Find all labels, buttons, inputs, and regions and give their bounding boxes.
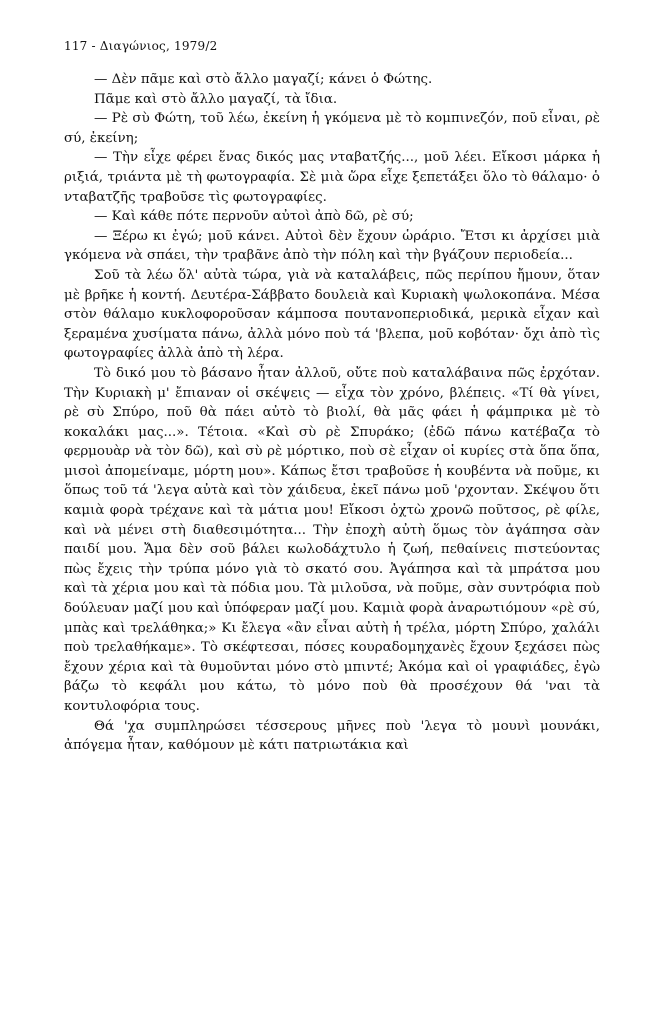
body-text xyxy=(64,70,600,756)
paragraph: Τὸ δικό μου τὸ βάσανο ἦταν ἀλλοῦ, οὔτε ποὺ καταλάβαινα πῶς ἐρχόταν. Τὴν Κυριακὴ μ' ἔπιαναν οἱ σκέψεις — εἶχα τὸν χρόνο, βλέπεις. «Τί θὰ γίνει, ρὲ σὺ Σπύρο, ποῦ θὰ πάει αὐτὸ τὸ βιολί, θὰ μᾶς φάει ἡ φάμπρικα μὲ τὸ κοκαλάκι μας...». Τέτοια. «Καὶ σὺ ρὲ Σπυράκο; (ἐδῶ πάνω κατέβαζα τὸ φερμουὰρ νὰ τὸν δῶ), καὶ σὺ ρὲ μόρτικο, ποὺ σὲ εἶχαν οἱ κυρίες στὰ ὅπα ὅπα, μισοὶ ἀπομείναμε, μόρτη μου». Κάπως ἔτσι τραβοῦσε ἡ κουβέντα νὰ ποῦμε, κι ὅπως τοῦ τά 'λεγα αὐτὰ καὶ τὸν χάιδευα, ἐκεῖ πάνω μοῦ 'ρχονταν. Σκέψου ὅτι καμιὰ φορὰ τρέχανε καὶ τὰ μάτια μου! Εἴκοσι ὀχτὼ χρονῶ ποῦτσος, ρὲ φίλε, καὶ νὰ μένει στὴ διαθεσιμότητα... Τὴν ἐποχὴ αὐτὴ ὅμως τὸν ἀγάπησα σὰν παιδί μου. Ἄμα δὲν σοῦ βάλει κωλοδάχτυλο ἡ ζωή, πεθαίνεις πιστεύοντας πὼς ἔχεις τὴν τρύπα μόνο γιὰ τὸ σκατό σου. Ἀγάπησα καὶ τὰ μπράτσα μου καὶ τὰ χέρια μου καὶ τὰ πόδια μου. Τὰ μιλοῦσα, νὰ ποῦμε, σὰν συντρόφια ποὺ δούλευαν μαζί μου καὶ ὑπόφεραν μαζί μου. Καμιὰ φορὰ ἀναρωτιόμουν «ρὲ σύ, μπὰς καὶ τρελάθηκα;» Κι ἔλεγα «ἂν εἶναι αὐτὴ ἡ τρέλα, μόρτη Σπύρο, χαλάλι ποὺ τρελαθήκαμε». Τὸ σκέφτεσαι, πόσες κουραδομηχανὲς ἔχουν ξεχάσει πὼς ἔχουν χέρια καὶ τὰ θυμοῦνται μόνο στὸ μπιντέ; Ἀκόμα καὶ οἱ γραφιάδες, ἐγὼ βάζω τὸ κεφάλι μου κάτω, τὸ μόνο ποὺ θὰ προσέχουν θά 'ναι τὰ κοντυλοφόρια τους. xyxy=(64,365,600,714)
paragraph: Πᾶμε καὶ στὸ ἄλλο μαγαζί, τὰ ἴδια. xyxy=(94,91,338,107)
paragraph: Σοῦ τὰ λέω ὅλ' αὐτὰ τώρα, γιὰ νὰ καταλάβεις, πῶς περίπου ἤμουν, ὅταν μὲ βρῆκε ἡ κοντή. Δευτέρα-Σάββατο δουλειὰ καὶ Κυριακὴ ψωλοκοπάνα. Μέσα στὸν θάλαμο κυκλοφοροῦσαν κάμποσα πουτανοπεριοδικά, μερικὰ εἶχαν καὶ ξεραμένα χυσίματα πάνω, ἀλλὰ μόνο ποὺ τά 'βλεπα, μοῦ κοβόταν· ὄχι ἀπὸ τὶς φωτογραφίες ἀλλὰ ἀπὸ τὴ λέρα. xyxy=(64,267,600,362)
paragraph: — Ξέρω κι ἐγώ; μοῦ κάνει. Αὐτοὶ δὲν ἔχουν ὡράριο. Ἔτσι κι ἀρχίσει μιὰ γκόμενα νὰ σπάει, τὴν τραβᾶνε ἀπὸ τὴν πόλη καὶ τὴν βγάζουν περιοδεία... xyxy=(64,228,600,264)
paragraph: — Δὲν πᾶμε καὶ στὸ ἄλλο μαγαζί; κάνει ὁ Φώτης. xyxy=(94,72,433,87)
document-page xyxy=(64,38,600,756)
paragraph: — Καὶ κάθε πότε περνοῦν αὐτοὶ ἀπὸ δῶ, ρὲ σύ; xyxy=(94,209,414,225)
paragraph: Θά 'χα συμπληρώσει τέσσερους μῆνες ποὺ 'λεγα τὸ μουνὶ μουνάκι, ἀπόγεμα ἦταν, καθόμουν μὲ κάτι πατριωτάκια καὶ xyxy=(64,718,600,754)
paragraph: — Τὴν εἶχε φέρει ἕνας δικός μας νταβατζής..., μοῦ λέει. Εἴκοσι μάρκα ἡ ριξιά, τριάντα μὲ τὴ φωτογραφία. Σὲ μιὰ ὥρα εἶχε ξεπετάξει ὅλο τὸ θάλαμο· ὁ νταβατζῆς τραβοῦσε τὶς φωτογραφίες. xyxy=(64,150,600,205)
paragraph: — Ρὲ σὺ Φώτη, τοῦ λέω, ἐκείνη ἡ γκόμενα μὲ τὸ κομπινεζόν, ποῦ εἶναι, ρὲ σύ, ἐκείνη; xyxy=(64,111,600,146)
running-head: 117 - Διαγώνιος, 1979/2 xyxy=(64,39,218,53)
